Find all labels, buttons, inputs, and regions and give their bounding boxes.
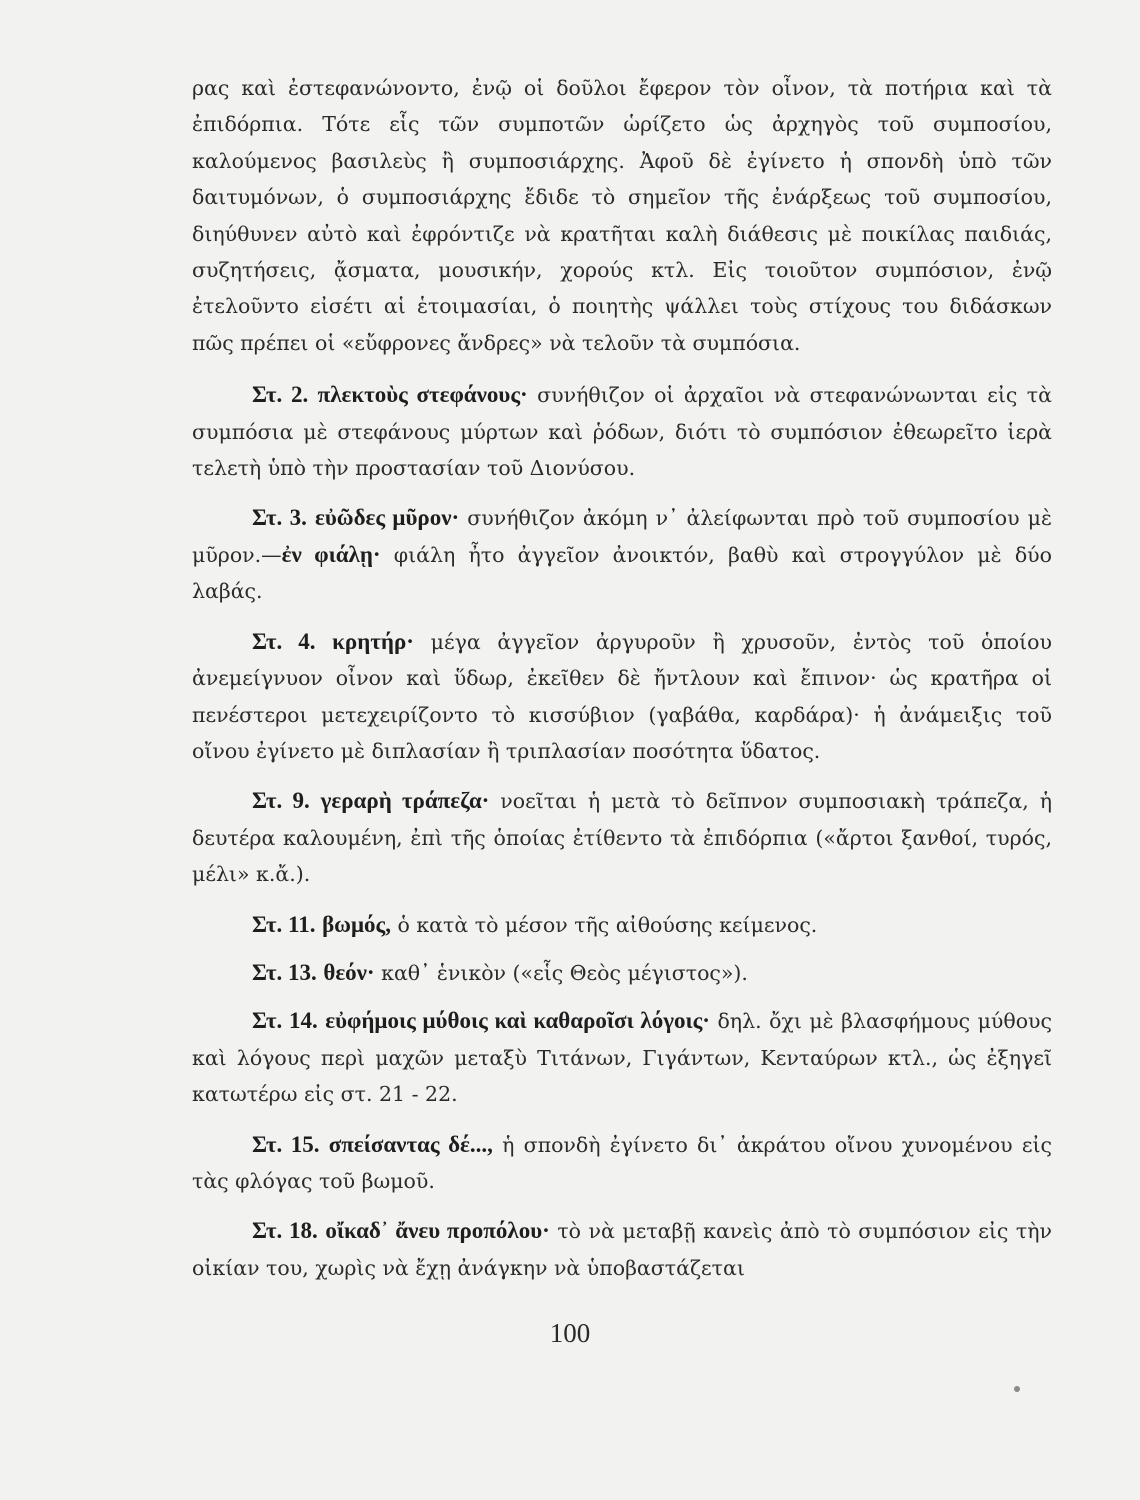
page-body [192,70,1052,1300]
note-line-15 [192,1127,1052,1200]
note-text: δηλ. ὄχι μὲ βλασφήμους μύθους καὶ λόγους περὶ μαχῶν μεταξὺ Τιτάνων, Γιγάντων, Κενταύρων κτλ., ὡς ἐξηγεῖ κατωτέρω εἰς στ. 21 - 22. [192,1009,1052,1107]
note-lemma: πλεκτοὺς στεφάνους· [317,382,528,408]
note-lemma: σπείσαντας δέ..., [328,1131,493,1157]
note-lemma: εὐῶδες μῦρον· [315,505,460,531]
note-reference: Στ. 14. [252,1008,318,1034]
page-number: 100 [549,1318,591,1348]
note-lemma: γεραρὴ τράπεζα· [320,788,490,814]
note-text: τὸ νὰ μεταβῇ κανεὶς ἀπὸ τὸ συμπόσιον εἰς τὴν οἰκίαν του, χωρὶς νὰ ἔχῃ ἀνάγκην νὰ ὑποβαστάζεται [192,1219,1052,1280]
note-reference: Στ. 18. [252,1218,318,1244]
note-line-13 [192,955,1052,991]
note-line-3 [192,500,1052,609]
note-reference: Στ. 11. [252,911,316,937]
note-lemma: οἴκαδ᾽ ἄνευ προπόλου· [325,1218,550,1244]
note-lemma: θεόν· [323,959,375,985]
note-line-11 [192,907,1052,943]
note-line-14 [192,1003,1052,1112]
note-lemma: εὐφήμοις μύθοις καὶ καθαροῖσι λόγοις· [325,1008,710,1034]
paper-speck [1014,1386,1020,1392]
note-text: νοεῖται ἡ μετὰ τὸ δεῖπνον συμποσιακὴ τράπεζα, ἡ δευτέρα καλουμένη, ἐπὶ τῆς ὁποίας ἐτίθεντο τὰ ἐπιδόρπια («ἄρτοι ξανθοί, τυρός, μέλι» κ.ἄ.). [192,789,1052,887]
note-line-18 [192,1213,1052,1286]
note-reference: Στ. 15. [252,1131,320,1157]
intro-paragraph: ρας καὶ ἐστεφανώνοντο, ἐνῷ οἱ δοῦλοι ἔφερον τὸν οἶνον, τὰ ποτήρια καὶ τὰ ἐπιδόρπια. Τότε εἷς τῶν συμποτῶν ὡρίζετο ὡς ἀρχηγὸς τοῦ συμποσίου, καλούμενος βασιλεὺς ἢ συμποσιάρχης. Ἀφοῦ δὲ ἐγίνετο ἡ σπονδὴ ὑπὸ τῶν δαιτυμόνων, ὁ συμποσιάρχης ἔδιδε τὸ σημεῖον τῆς ἐνάρξεως τοῦ συμποσίου, διηύθυνεν αὐτὸ καὶ ἐφρόντιζε νὰ κρατῆται καλὴ διάθεσις μὲ ποικίλας παιδιάς, συζητήσεις, ᾄσματα, μουσικήν, χορούς κτλ. Εἰς τοιοῦτον συμπόσιον, ἐνῷ ἐτελοῦντο εἰσέτι αἱ ἑτοιμασίαι, ὁ ποιητὴς ψάλλει τοὺς στίχους του διδάσκων πῶς πρέπει οἱ «εὔφρονες ἄνδρες» νὰ τελοῦν τὰ συμπόσια. [192,76,1052,355]
note-text-secondary: φιάλη ἦτο ἀγγεῖον ἀνοικτόν, βαθὺ καὶ στρογγύλον μὲ δύο λαβάς. [192,542,1052,604]
note-text: ἡ σπονδὴ ἐγίνετο δι᾽ ἀκράτου οἴνου χυνομένου εἰς τὰς φλόγας τοῦ βωμοῦ. [192,1132,1052,1193]
note-line-2 [192,377,1052,486]
note-lemma: κρητήρ· [332,628,414,654]
note-lemma-secondary: ἐν φιάλῃ· [281,541,381,567]
note-text: μέγα ἀγγεῖον ἀργυροῦν ἢ χρυσοῦν, ἐντὸς τοῦ ὁποίου ἀνεμείγνυον οἶνον καὶ ὕδωρ, ἐκεῖθεν δὲ ἤντλουν καὶ ἔπινον· ὡς κρατῆρα οἱ πενέστεροι μετεχειρίζοντο τὸ κισσύβιον (γαβάθα, καρδάρα)· ἡ ἀνάμειξις τοῦ οἴνου ἐγίνετο μὲ διπλασίαν ἢ τριπλασίαν ποσότητα ὕδατος. [192,629,1052,763]
note-reference: Στ. 4. [252,628,316,654]
note-text: συνήθιζον ἀκόμη ν᾽ ἀλείφωνται πρὸ τοῦ συμποσίου μὲ μῦρον.— [192,506,1052,567]
note-text: ὁ κατὰ τὸ μέσον τῆς αἰθούσης κείμενος. [397,912,818,937]
note-reference: Στ. 9. [252,788,310,814]
note-text: καθ᾽ ἑνικὸν («εἷς Θεὸς μέγιστος»). [381,960,748,985]
note-reference: Στ. 2. [252,382,309,408]
note-line-4 [192,624,1052,770]
note-reference: Στ. 3. [252,505,307,531]
note-line-9 [192,783,1052,892]
note-lemma: βωμός, [322,911,391,937]
note-reference: Στ. 13. [252,959,317,985]
note-text: συνήθιζον οἱ ἀρχαῖοι νὰ στεφανώνωνται εἰς τὰ συμπόσια μὲ στεφάνους μύρτων καὶ ῥόδων, διότι τὸ συμπόσιον ἐθεωρεῖτο ἱερὰ τελετὴ ὑπὸ τὴν προστασίαν τοῦ Διονύσου. [192,383,1052,481]
